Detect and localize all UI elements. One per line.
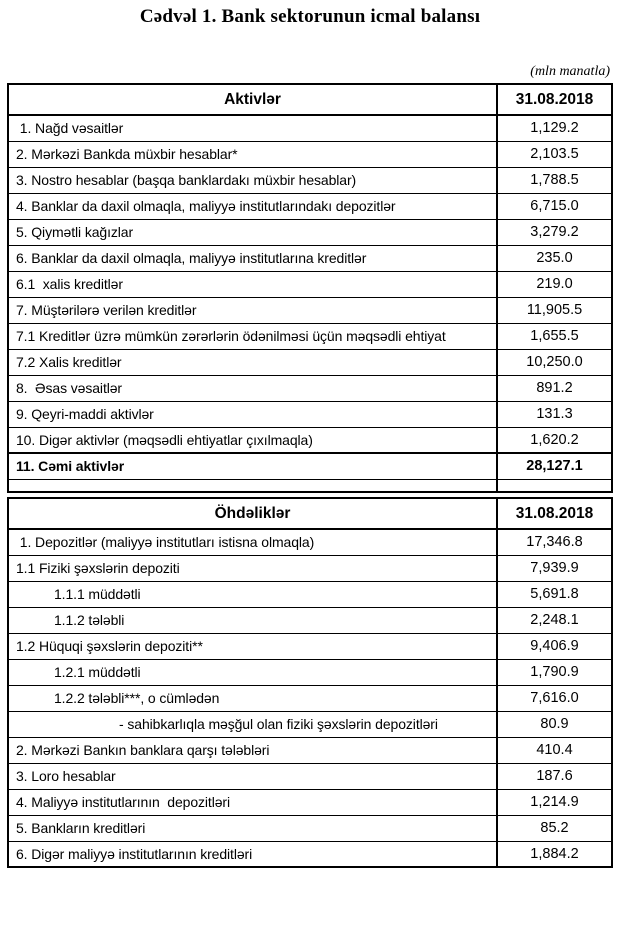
- table-row: [8, 529, 612, 555]
- row-value: 1,214.9: [497, 789, 612, 815]
- assets-table-body: [8, 115, 612, 492]
- row-label: 1.2.1 müddətli: [8, 659, 497, 685]
- table-row: [8, 711, 612, 737]
- table-row: [8, 427, 612, 453]
- table-row: [8, 815, 612, 841]
- row-label: 7.1 Kreditlər üzrə mümkün zərərlərin ödənilməsi üçün məqsədli ehtiyat: [8, 323, 497, 349]
- table-row: [8, 685, 612, 711]
- table-row: [8, 375, 612, 401]
- row-label: 1.2 Hüquqi şəxslərin depoziti**: [8, 633, 497, 659]
- row-value: 10,250.0: [497, 349, 612, 375]
- assets-header-row: [8, 84, 612, 115]
- row-label: 1. Depozitlər (maliyyə institutları istisna olmaqla): [8, 529, 497, 555]
- table-row: [8, 297, 612, 323]
- table-row: [8, 115, 612, 141]
- row-value: 235.0: [497, 245, 612, 271]
- row-label: 7.2 Xalis kreditlər: [8, 349, 497, 375]
- row-label: 1.1.2 tələbli: [8, 607, 497, 633]
- row-value: 2,103.5: [497, 141, 612, 167]
- table-row: [8, 607, 612, 633]
- row-label: 1. Nağd vəsaitlər: [8, 115, 497, 141]
- row-label: 9. Qeyri-maddi aktivlər: [8, 401, 497, 427]
- row-label: 1.2.2 tələbli***, o cümlədən: [8, 685, 497, 711]
- row-value: 1,129.2: [497, 115, 612, 141]
- table-row: [8, 193, 612, 219]
- liabilities-table-head: [8, 498, 612, 529]
- row-label: 3. Nostro hesablar (başqa banklardakı müxbir hesablar): [8, 167, 497, 193]
- row-label: 2. Mərkəzi Bankın banklara qarşı tələbləri: [8, 737, 497, 763]
- row-value: 5,691.8: [497, 581, 612, 607]
- table-row: [8, 167, 612, 193]
- row-label: 2. Mərkəzi Bankda müxbir hesablar*: [8, 141, 497, 167]
- row-value: 1,790.9: [497, 659, 612, 685]
- row-label: 6. Banklar da daxil olmaqla, maliyyə institutlarına kreditlər: [8, 245, 497, 271]
- row-value: 1,620.2: [497, 427, 612, 453]
- row-value: 7,939.9: [497, 555, 612, 581]
- row-label: 1.1.1 müddətli: [8, 581, 497, 607]
- table-row: [8, 401, 612, 427]
- unit-note: (mln manatla): [530, 64, 610, 79]
- row-value: 3,279.2: [497, 219, 612, 245]
- row-value: 187.6: [497, 763, 612, 789]
- table-row: [8, 271, 612, 297]
- row-value: 1,788.5: [497, 167, 612, 193]
- table-row: [8, 141, 612, 167]
- row-label: [8, 479, 497, 492]
- assets-table-head: [8, 84, 612, 115]
- row-value: 80.9: [497, 711, 612, 737]
- row-value: 219.0: [497, 271, 612, 297]
- spacer-row: [8, 479, 612, 492]
- row-value: 7,616.0: [497, 685, 612, 711]
- row-label: 8. Əsas vəsaitlər: [8, 375, 497, 401]
- row-value: 6,715.0: [497, 193, 612, 219]
- row-label: 4. Maliyyə institutlarının depozitləri: [8, 789, 497, 815]
- table-row: [8, 737, 612, 763]
- page-title: Cədvəl 1. Bank sektorunun icmal balansı: [139, 6, 481, 27]
- row-value: 9,406.9: [497, 633, 612, 659]
- row-value: 891.2: [497, 375, 612, 401]
- row-value: 17,346.8: [497, 529, 612, 555]
- table-row: [8, 219, 612, 245]
- row-value: 1,655.5: [497, 323, 612, 349]
- table-row: [8, 659, 612, 685]
- table-row: [8, 581, 612, 607]
- liabilities-header-date: 31.08.2018: [497, 498, 612, 529]
- row-label: 11. Cəmi aktivlər: [8, 453, 497, 479]
- row-label: 4. Banklar da daxil olmaqla, maliyyə institutlarındakı depozitlər: [8, 193, 497, 219]
- table-row: [8, 555, 612, 581]
- row-label: 7. Müştərilərə verilən kreditlər: [8, 297, 497, 323]
- liabilities-table-body: [8, 529, 612, 867]
- liabilities-header-label: Öhdəliklər: [8, 498, 497, 529]
- row-value: 28,127.1: [497, 453, 612, 479]
- row-value: 410.4: [497, 737, 612, 763]
- table-row: [8, 245, 612, 271]
- row-label: 1.1 Fiziki şəxslərin depoziti: [8, 555, 497, 581]
- table-row: [8, 453, 612, 479]
- row-label: 6.1 xalis kreditlər: [8, 271, 497, 297]
- row-value: 85.2: [497, 815, 612, 841]
- table-row: [8, 789, 612, 815]
- row-label: 3. Loro hesablar: [8, 763, 497, 789]
- row-value: 11,905.5: [497, 297, 612, 323]
- row-label: 6. Digər maliyyə institutlarının kreditləri: [8, 841, 497, 867]
- table-row: [8, 323, 612, 349]
- row-value: 1,884.2: [497, 841, 612, 867]
- row-value: 2,248.1: [497, 607, 612, 633]
- liabilities-header-row: [8, 498, 612, 529]
- table-row: [8, 349, 612, 375]
- assets-header-label: Aktivlər: [8, 84, 497, 115]
- table-row: [8, 763, 612, 789]
- row-label: 10. Digər aktivlər (məqsədli ehtiyatlar çıxılmaqla): [8, 427, 497, 453]
- assets-table: [7, 83, 613, 493]
- liabilities-table: [7, 497, 613, 868]
- row-label: - sahibkarlıqla məşğul olan fiziki şəxslərin depozitləri: [8, 711, 497, 737]
- row-label: 5. Qiymətli kağızlar: [8, 219, 497, 245]
- table-row: [8, 633, 612, 659]
- assets-header-date: 31.08.2018: [497, 84, 612, 115]
- table-row: [8, 841, 612, 867]
- row-value: [497, 479, 612, 492]
- row-value: 131.3: [497, 401, 612, 427]
- row-label: 5. Bankların kreditləri: [8, 815, 497, 841]
